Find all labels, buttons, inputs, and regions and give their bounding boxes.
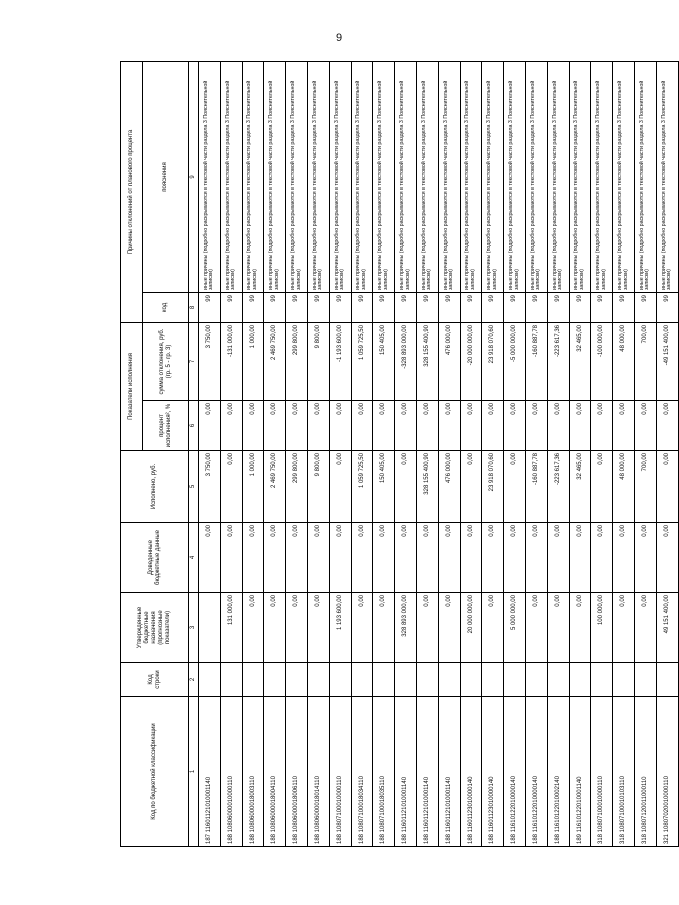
explanation-cell: иные причины (подробно раскрываются в текстовой части раздела 3 Пояснительной записки) — [569, 62, 591, 293]
deviation-cell: -20 000 000,00 — [460, 323, 482, 401]
executed-cell: 9 800,00 — [307, 451, 329, 523]
deviation-cell: 1 059 725,50 — [351, 323, 373, 401]
brought-cell: 0,00 — [416, 523, 438, 593]
table-row — [199, 62, 221, 847]
header-executed: Исполнено, руб. — [121, 451, 189, 523]
percent-cell: 0,00 — [329, 401, 351, 451]
percent-cell: 0,00 — [351, 401, 373, 451]
kbk-cell: 188 11601121010001140 — [438, 697, 460, 847]
brought-cell: 0,00 — [199, 523, 221, 593]
reason-code-cell: 99 — [220, 293, 242, 323]
approved-cell: 0,00 — [482, 593, 504, 663]
percent-cell: 0,00 — [569, 401, 591, 451]
kbk-cell: 318 10807100010000110 — [591, 697, 613, 847]
explanation-cell: иные причины (подробно раскрываются в текстовой части раздела 3 Пояснительной записки) — [482, 62, 504, 293]
kbk-cell: 188 10806000018006110 — [286, 697, 308, 847]
executed-cell: -160 887,78 — [525, 451, 547, 523]
table-row — [656, 62, 678, 847]
kbk-cell: 188 10807100018035110 — [373, 697, 395, 847]
explanation-cell: иные причины (подробно раскрываются в текстовой части раздела 3 Пояснительной записки) — [307, 62, 329, 293]
percent-cell: 0,00 — [220, 401, 242, 451]
explanation-cell: иные причины (подробно раскрываются в текстовой части раздела 3 Пояснительной записки) — [395, 62, 417, 293]
table-row — [329, 62, 351, 847]
table-row — [482, 62, 504, 847]
table-row — [373, 62, 395, 847]
kbk-cell: 321 10807020010000110 — [656, 697, 678, 847]
header-exec-indicators: Показатели исполнения — [121, 323, 143, 451]
kbk-cell: 188 11601121010001140 — [395, 697, 417, 847]
percent-cell: 0,00 — [656, 401, 678, 451]
col-number: 1 — [189, 697, 199, 847]
explanation-cell: иные причины (подробно раскрываются в текстовой части раздела 3 Пояснительной записки) — [286, 62, 308, 293]
reason-code-cell: 99 — [634, 293, 656, 323]
executed-cell: 0,00 — [395, 451, 417, 523]
executed-cell: 0,00 — [504, 451, 526, 523]
deviation-cell: 2 469 750,00 — [264, 323, 286, 401]
explanation-cell: иные причины (подробно раскрываются в текстовой части раздела 3 Пояснительной записки) — [438, 62, 460, 293]
kbk-cell: 318 10807120011000110 — [634, 697, 656, 847]
percent-cell: 0,00 — [264, 401, 286, 451]
brought-cell: 0,00 — [504, 523, 526, 593]
row-code-cell — [307, 663, 329, 697]
reason-code-cell: 99 — [591, 293, 613, 323]
col-number: 9 — [189, 62, 199, 293]
approved-cell: 0,00 — [307, 593, 329, 663]
row-code-cell — [656, 663, 678, 697]
percent-cell: 0,00 — [613, 401, 635, 451]
brought-cell: 0,00 — [460, 523, 482, 593]
table-row — [351, 62, 373, 847]
col-number: 6 — [189, 401, 199, 451]
brought-cell: 0,00 — [395, 523, 417, 593]
brought-cell: 0,00 — [220, 523, 242, 593]
table-row — [460, 62, 482, 847]
reason-code-cell: 99 — [613, 293, 635, 323]
approved-cell — [199, 593, 221, 663]
header-explanation: пояснения — [143, 62, 189, 293]
row-code-cell — [482, 663, 504, 697]
approved-cell: 0,00 — [264, 593, 286, 663]
reason-code-cell: 99 — [438, 293, 460, 323]
table-row — [395, 62, 417, 847]
approved-cell: 49 151 400,00 — [656, 593, 678, 663]
row-code-cell — [220, 663, 242, 697]
explanation-cell: иные причины (подробно раскрываются в текстовой части раздела 3 Пояснительной записки) — [329, 62, 351, 293]
approved-cell: 0,00 — [613, 593, 635, 663]
executed-cell: 3 750,00 — [199, 451, 221, 523]
approved-cell: 0,00 — [351, 593, 373, 663]
percent-cell: 0,00 — [242, 401, 264, 451]
reason-code-cell: 99 — [460, 293, 482, 323]
approved-cell: 131 000,00 — [220, 593, 242, 663]
reason-code-cell: 99 — [416, 293, 438, 323]
percent-cell: 0,00 — [547, 401, 569, 451]
brought-cell: 0,00 — [482, 523, 504, 593]
column-number-row — [189, 62, 199, 847]
deviation-cell: 1 000,00 — [242, 323, 264, 401]
percent-cell: 0,00 — [286, 401, 308, 451]
explanation-cell: иные причины (подробно раскрываются в текстовой части раздела 3 Пояснительной записки) — [460, 62, 482, 293]
row-code-cell — [416, 663, 438, 697]
brought-cell: 0,00 — [656, 523, 678, 593]
table-row — [569, 62, 591, 847]
explanation-cell: иные причины (подробно раскрываются в текстовой части раздела 3 Пояснительной записки) — [547, 62, 569, 293]
col-number: 7 — [189, 323, 199, 401]
explanation-cell: иные причины (подробно раскрываются в текстовой части раздела 3 Пояснительной записки) — [656, 62, 678, 293]
percent-cell: 0,00 — [634, 401, 656, 451]
approved-cell: 328 893 000,00 — [395, 593, 417, 663]
reason-code-cell: 99 — [569, 293, 591, 323]
brought-cell: 0,00 — [329, 523, 351, 593]
executed-cell: 0,00 — [460, 451, 482, 523]
explanation-cell: иные причины (подробно раскрываются в текстовой части раздела 3 Пояснительной записки) — [504, 62, 526, 293]
table-row — [242, 62, 264, 847]
reason-code-cell: 99 — [307, 293, 329, 323]
brought-cell: 0,00 — [547, 523, 569, 593]
table-header — [121, 62, 199, 847]
row-code-cell — [591, 663, 613, 697]
executed-cell: 0,00 — [656, 451, 678, 523]
brought-cell: 0,00 — [569, 523, 591, 593]
deviation-cell: 9 800,00 — [307, 323, 329, 401]
brought-cell: 0,00 — [634, 523, 656, 593]
kbk-cell: 187 11601121010001140 — [199, 697, 221, 847]
table-row — [525, 62, 547, 847]
executed-cell: 0,00 — [329, 451, 351, 523]
executed-cell: 476 000,00 — [438, 451, 460, 523]
reason-code-cell: 99 — [656, 293, 678, 323]
deviation-cell: 150 405,00 — [373, 323, 395, 401]
executed-cell: 0,00 — [591, 451, 613, 523]
header-brought: Доведенные бюджетные данные — [121, 523, 189, 593]
deviation-cell: 32 465,00 — [569, 323, 591, 401]
percent-cell: 0,00 — [373, 401, 395, 451]
approved-cell: 0,00 — [416, 593, 438, 663]
header-code-bk: Код по бюджетной классификации — [121, 697, 189, 847]
header-deviation: сумма отклонения, руб. (гр. 5 - гр. 3) — [143, 323, 189, 401]
header-row-code: Код строки — [121, 663, 189, 697]
col-number: 4 — [189, 523, 199, 593]
reason-code-cell: 99 — [525, 293, 547, 323]
brought-cell: 0,00 — [286, 523, 308, 593]
explanation-cell: иные причины (подробно раскрываются в текстовой части раздела 3 Пояснительной записки) — [373, 62, 395, 293]
deviation-cell: 48 000,00 — [613, 323, 635, 401]
reason-code-cell: 99 — [482, 293, 504, 323]
percent-cell: 0,00 — [504, 401, 526, 451]
approved-cell: 0,00 — [634, 593, 656, 663]
executed-cell: -223 617,36 — [547, 451, 569, 523]
brought-cell: 0,00 — [242, 523, 264, 593]
deviation-cell: -100 000,00 — [591, 323, 613, 401]
row-code-cell — [525, 663, 547, 697]
explanation-cell: иные причины (подробно раскрываются в текстовой части раздела 3 Пояснительной записки) — [613, 62, 635, 293]
row-code-cell — [504, 663, 526, 697]
executed-cell: 0,00 — [220, 451, 242, 523]
executed-cell: 150 405,00 — [373, 451, 395, 523]
reason-code-cell: 99 — [373, 293, 395, 323]
row-code-cell — [373, 663, 395, 697]
approved-cell: 0,00 — [373, 593, 395, 663]
executed-cell: 299 800,00 — [286, 451, 308, 523]
kbk-cell: 188 11601121010001140 — [416, 697, 438, 847]
header-code: код — [143, 293, 189, 323]
col-number: 8 — [189, 293, 199, 323]
reason-code-cell: 99 — [351, 293, 373, 323]
table-row — [286, 62, 308, 847]
kbk-cell: 188 10806000018004110 — [264, 697, 286, 847]
reason-code-cell: 99 — [547, 293, 569, 323]
kbk-cell: 188 11610122010002140 — [547, 697, 569, 847]
executed-cell: 48 000,00 — [613, 451, 635, 523]
explanation-cell: иные причины (подробно раскрываются в текстовой части раздела 3 Пояснительной записки) — [634, 62, 656, 293]
reason-code-cell: 99 — [504, 293, 526, 323]
row-code-cell — [634, 663, 656, 697]
kbk-cell: 189 11610122010001140 — [569, 697, 591, 847]
reason-code-cell: 99 — [329, 293, 351, 323]
row-code-cell — [329, 663, 351, 697]
percent-cell: 0,00 — [416, 401, 438, 451]
header-approved: Утвержденные бюджетные назначения (прогнозные показатели) — [121, 593, 189, 663]
explanation-cell: иные причины (подробно раскрываются в текстовой части раздела 3 Пояснительной записки) — [220, 62, 242, 293]
table-row — [220, 62, 242, 847]
row-code-cell — [264, 663, 286, 697]
row-code-cell — [395, 663, 417, 697]
percent-cell: 0,00 — [438, 401, 460, 451]
kbk-cell: 188 10806000010000110 — [220, 697, 242, 847]
header-percent: процент исполнения², % — [143, 401, 189, 451]
executed-cell: 23 918 070,60 — [482, 451, 504, 523]
row-code-cell — [199, 663, 221, 697]
deviation-cell: 3 750,00 — [199, 323, 221, 401]
approved-cell: 0,00 — [525, 593, 547, 663]
row-code-cell — [242, 663, 264, 697]
row-code-cell — [351, 663, 373, 697]
approved-cell: 5 000 000,00 — [504, 593, 526, 663]
table-row — [307, 62, 329, 847]
deviation-cell: -5 000 000,00 — [504, 323, 526, 401]
deviation-cell: 700,00 — [634, 323, 656, 401]
percent-cell: 0,00 — [591, 401, 613, 451]
col-number: 3 — [189, 593, 199, 663]
reason-code-cell: 99 — [286, 293, 308, 323]
percent-cell: 0,00 — [482, 401, 504, 451]
kbk-cell: 188 11601123010000140 — [460, 697, 482, 847]
deviation-cell: -223 617,36 — [547, 323, 569, 401]
deviation-cell: 476 000,00 — [438, 323, 460, 401]
explanation-cell: иные причины (подробно раскрываются в текстовой части раздела 3 Пояснительной записки) — [416, 62, 438, 293]
page-number: 9 — [336, 32, 343, 44]
deviation-cell: -49 151 400,00 — [656, 323, 678, 401]
table-row — [438, 62, 460, 847]
explanation-cell: иные причины (подробно раскрываются в текстовой части раздела 3 Пояснительной записки) — [264, 62, 286, 293]
rotated-report-table-container — [120, 62, 673, 847]
reason-code-cell: 99 — [242, 293, 264, 323]
executed-cell: 1 000,00 — [242, 451, 264, 523]
brought-cell: 0,00 — [613, 523, 635, 593]
kbk-cell: 318 10807100010103110 — [613, 697, 635, 847]
kbk-cell: 188 11610122010000140 — [504, 697, 526, 847]
deviation-cell: 23 918 070,60 — [482, 323, 504, 401]
reason-code-cell: 99 — [199, 293, 221, 323]
brought-cell: 0,00 — [591, 523, 613, 593]
table-row — [634, 62, 656, 847]
deviation-cell: -160 887,78 — [525, 323, 547, 401]
kbk-cell: 188 11610122010000140 — [525, 697, 547, 847]
explanation-cell: иные причины (подробно раскрываются в текстовой части раздела 3 Пояснительной записки) — [242, 62, 264, 293]
explanation-cell: иные причины (подробно раскрываются в текстовой части раздела 3 Пояснительной записки) — [525, 62, 547, 293]
kbk-cell: 188 10807100018034110 — [351, 697, 373, 847]
executed-cell: 2 469 750,00 — [264, 451, 286, 523]
brought-cell: 0,00 — [525, 523, 547, 593]
brought-cell: 0,00 — [307, 523, 329, 593]
deviation-cell: -328 893 000,00 — [395, 323, 417, 401]
row-code-cell — [569, 663, 591, 697]
row-code-cell — [547, 663, 569, 697]
deviation-cell: 299 800,00 — [286, 323, 308, 401]
explanation-cell: иные причины (подробно раскрываются в текстовой части раздела 3 Пояснительной записки) — [351, 62, 373, 293]
header-reasons: Причины отклонений от планового процента — [121, 62, 143, 323]
table-row — [504, 62, 526, 847]
brought-cell: 0,00 — [438, 523, 460, 593]
table-row — [264, 62, 286, 847]
row-code-cell — [438, 663, 460, 697]
reason-code-cell: 99 — [395, 293, 417, 323]
deviation-cell: 328 155 400,90 — [416, 323, 438, 401]
approved-cell: 0,00 — [547, 593, 569, 663]
percent-cell: 0,00 — [395, 401, 417, 451]
executed-cell: 32 465,00 — [569, 451, 591, 523]
kbk-cell: 188 11601123010000140 — [482, 697, 504, 847]
reason-code-cell: 99 — [264, 293, 286, 323]
table-row — [613, 62, 635, 847]
row-code-cell — [286, 663, 308, 697]
approved-cell: 0,00 — [438, 593, 460, 663]
explanation-cell: иные причины (подробно раскрываются в текстовой части раздела 3 Пояснительной записки) — [591, 62, 613, 293]
percent-cell: 0,00 — [460, 401, 482, 451]
kbk-cell: 188 10806000018003110 — [242, 697, 264, 847]
approved-cell: 1 193 600,00 — [329, 593, 351, 663]
approved-cell: 20 000 000,00 — [460, 593, 482, 663]
kbk-cell: 188 10806000018014110 — [307, 697, 329, 847]
kbk-cell: 188 10807100010000110 — [329, 697, 351, 847]
row-code-cell — [460, 663, 482, 697]
approved-cell: 0,00 — [242, 593, 264, 663]
executed-cell: 700,00 — [634, 451, 656, 523]
brought-cell: 0,00 — [373, 523, 395, 593]
percent-cell: 0,00 — [307, 401, 329, 451]
deviation-cell: -131 000,00 — [220, 323, 242, 401]
approved-cell: 100 000,00 — [591, 593, 613, 663]
approved-cell: 0,00 — [286, 593, 308, 663]
deviation-cell: -1 193 600,00 — [329, 323, 351, 401]
brought-cell: 0,00 — [264, 523, 286, 593]
table-body — [199, 62, 679, 847]
col-number: 5 — [189, 451, 199, 523]
table-row — [416, 62, 438, 847]
table-row — [591, 62, 613, 847]
executed-cell: 328 155 400,90 — [416, 451, 438, 523]
row-code-cell — [613, 663, 635, 697]
col-number: 2 — [189, 663, 199, 697]
table-row — [547, 62, 569, 847]
budget-execution-table — [120, 61, 679, 847]
executed-cell: 1 059 725,50 — [351, 451, 373, 523]
brought-cell: 0,00 — [351, 523, 373, 593]
percent-cell: 0,00 — [525, 401, 547, 451]
percent-cell: 0,00 — [199, 401, 221, 451]
approved-cell: 0,00 — [569, 593, 591, 663]
explanation-cell: иные причины (подробно раскрываются в текстовой части раздела 3 Пояснительной записки) — [199, 62, 221, 293]
